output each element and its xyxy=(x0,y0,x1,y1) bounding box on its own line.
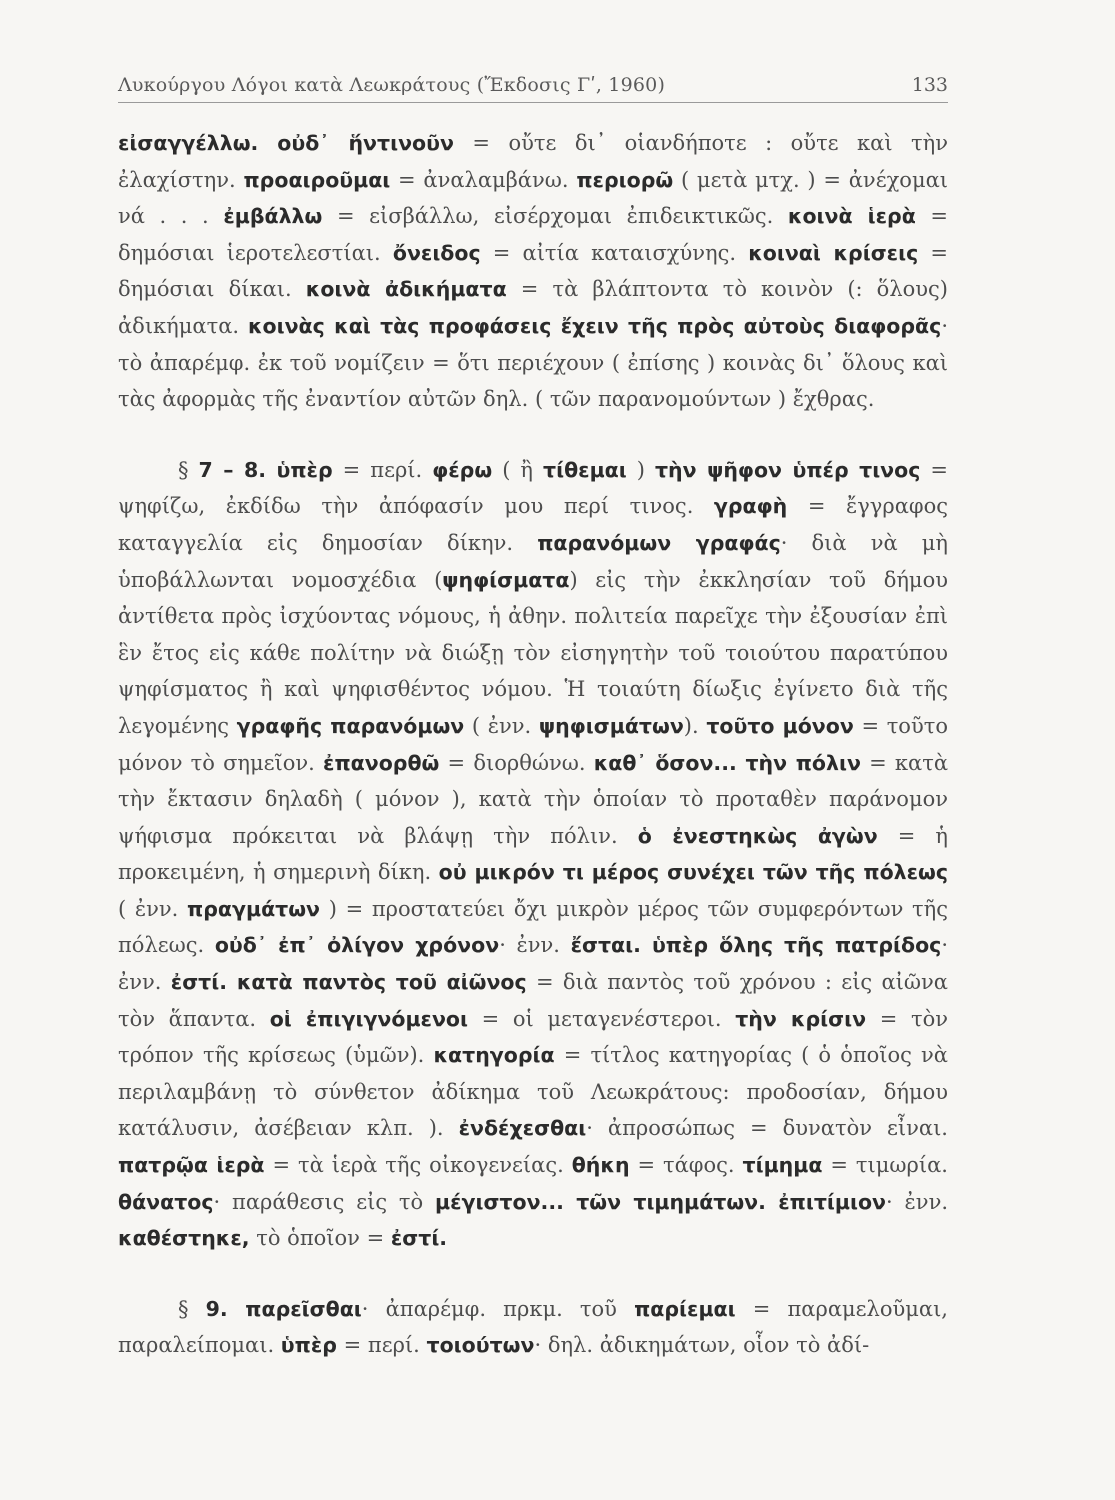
gloss-text: ( μετὰ μτχ. ) = ἀνέχομαι νά . . . xyxy=(118,167,949,229)
gloss-text: · τὸ ἀπαρέμφ. ἐκ τοῦ νομίζειν = ὅτι περιέχουν ( ἐπίσης ) κοινὰς δι᾽ ὅλους καὶ τὰς ἀφορμὰς τῆς ἐναντίον αὐτῶν δηλ. ( τῶν παρανομούντων ) ἔχθρας. xyxy=(118,313,948,412)
gloss-text: = τίτλος κατηγορίας ( ὁ ὁποῖος νὰ περιλαμβάνῃ τὸ σύνθετον ἀδίκημα τοῦ Λεωκράτους: προδοσίαν, δήμου κατάλυσιν, ἀσέβειαν κλπ. ). xyxy=(118,1043,948,1141)
gloss-text: = ἡ προκειμένη, ἡ σημερινὴ δίκη. xyxy=(118,823,948,885)
headword: οὐ μικρόν τι μέρος συνέχει τῶν τῆς πόλεως xyxy=(438,860,949,885)
headword: ἐμβάλλω xyxy=(223,204,323,229)
gloss-text: ) εἰς τὴν ἐκκλησίαν τοῦ δήμου ἀντίθετα πρὸς ἰσχύοντας νόμους, ἡ ἀθην. πολιτεία παρεῖχε τὴν ἐξουσίαν ἐπὶ ἓν ἔτος εἰς κάθε πολίτην νὰ διώξῃ τὸν εἰσηγητὴν τοῦ τοιούτου παρατύπου ψηφίσματος ἢ καὶ ψηφισθέντος νόμου. Ἡ τοιαύτη δίωξις ἐγίνετο διὰ τῆς λεγομένης xyxy=(118,567,948,738)
gloss-text: · ἐνν. xyxy=(886,1189,949,1214)
gloss-text: ( ἐνν. xyxy=(464,713,539,738)
page-body xyxy=(118,125,948,1364)
gloss-text: § xyxy=(178,457,199,482)
headword: ψηφισμάτων xyxy=(538,713,684,738)
gloss-text: · ἀπαρέμφ. πρκμ. τοῦ xyxy=(361,1296,635,1321)
gloss-text: = τὸν τρόπον τῆς κρίσεως (ὑμῶν). xyxy=(118,1006,948,1068)
headword: ἐστί. κατὰ παντὸς τοῦ αἰῶνος xyxy=(170,970,527,995)
headword: ἐνδέχεσθαι xyxy=(458,1116,587,1141)
gloss-text: § xyxy=(178,1296,206,1321)
gloss-text: = διὰ παντὸς τοῦ χρόνου : εἰς αἰῶνα τὸν ἅπαντα. xyxy=(118,970,948,1031)
headword: τοῦτο μόνον xyxy=(706,713,854,738)
headword: περιορῶ xyxy=(576,167,674,192)
gloss-text: ( ἢ xyxy=(492,457,543,482)
headword: τίμημα xyxy=(742,1153,823,1178)
gloss-text: = τὰ ἱερὰ τῆς οἰκογενείας. xyxy=(264,1153,572,1178)
gloss-text: = αἰτία καταισχύνης. xyxy=(480,240,749,265)
page-number: 133 xyxy=(911,74,948,96)
headword: ὄνειδος xyxy=(392,240,481,265)
gloss-text: ). xyxy=(683,713,707,738)
gloss-text: = εἰσβάλλω, εἰσέρχομαι ἐπιδεικτικῶς. xyxy=(322,204,788,229)
headword: κοινὰς καὶ τὰς προφάσεις ἔχειν τῆς πρὸς αὐτοὺς διαφορᾶς xyxy=(247,313,942,338)
gloss-text: = ἀναλαμβάνω. xyxy=(390,167,577,192)
gloss-text: · διὰ νὰ μὴ ὑποβάλλωνται νομοσχέδια ( xyxy=(118,530,948,592)
headword: κοινὰ ἱερὰ xyxy=(787,204,916,229)
gloss-text: = ἔγγραφος καταγγελία εἰς δημοσίαν δίκην. xyxy=(118,494,948,555)
gloss-text: = περί. xyxy=(336,1333,427,1358)
headword: ἐστί. xyxy=(390,1226,448,1251)
headword: πατρῷα ἱερὰ xyxy=(118,1153,265,1178)
gloss-text: = δημόσιαι ἱεροτελεστίαι. xyxy=(118,204,948,265)
gloss-text: = διορθώνω. xyxy=(439,750,594,775)
headword: ἐπανορθῶ xyxy=(323,750,440,775)
gloss-text: · παράθεσις εἰς τὸ xyxy=(213,1189,436,1214)
gloss-text: · ἐνν. xyxy=(499,933,571,958)
gloss-text: = τάφος. xyxy=(629,1153,743,1178)
headword: τίθεμαι xyxy=(543,457,627,482)
headword: ψηφίσματα xyxy=(442,567,570,592)
gloss-text: = τοῦτο μόνον τὸ σημεῖον. xyxy=(118,713,948,775)
gloss-text: = κατὰ τὴν ἔκτασιν δηλαδὴ ( μόνον ), κατὰ τὴν ὁποίαν τὸ προταθὲν παράνομον ψήφισμα πρόκειται νὰ βλάψῃ τὴν πόλιν. xyxy=(118,750,949,848)
headword: θάνατος xyxy=(118,1189,214,1214)
headword: μέγιστον... τῶν τιμημάτων. ἐπιτίμιον xyxy=(435,1189,887,1214)
gloss-text: = οὔτε δι᾽ οἱανδήποτε : οὔτε καὶ τὴν ἐλαχίστην. xyxy=(118,131,948,192)
gloss-text: = οἱ μεταγενέστεροι. xyxy=(468,1006,736,1031)
headword: οὐδ᾽ ἐπ᾽ ὀλίγον χρόνον xyxy=(214,933,500,958)
headword: τὴν κρίσιν xyxy=(735,1006,867,1031)
headword: τὴν ψῆφον ὑπέρ τινος xyxy=(654,457,921,482)
gloss-text: = δημόσιαι δίκαι. xyxy=(118,240,948,302)
gloss-text: τὸ ὁποῖον = xyxy=(249,1226,391,1251)
headword: παρίεμαι xyxy=(634,1296,736,1321)
headword: γραφῆς παρανόμων xyxy=(236,713,465,738)
headword: ἔσται. ὑπὲρ ὅλης τῆς πατρίδος xyxy=(570,933,942,958)
headword: θήκη xyxy=(571,1153,630,1178)
headword: καθέστηκε, xyxy=(118,1226,250,1251)
running-header xyxy=(118,70,948,103)
headword: καθ᾽ ὅσον... τὴν πόλιν xyxy=(593,750,861,775)
paragraph-section-9 xyxy=(118,1291,948,1364)
headword: τοιούτων xyxy=(426,1333,535,1358)
headword: 7 – 8. ὑπὲρ xyxy=(198,457,333,482)
headword: οἱ ἐπιγιγνόμενοι xyxy=(269,1006,469,1031)
headword: πραγμάτων xyxy=(187,896,321,921)
paragraph-section-7-8 xyxy=(118,452,948,1257)
headword: φέρω xyxy=(432,457,493,482)
gloss-text: = τὰ βλάπτοντα τὸ κοινὸν (: ὅλους) ἀδικήματα. xyxy=(118,277,948,338)
gloss-text: · δηλ. ἀδικημάτων, οἷον τὸ ἀδί- xyxy=(534,1333,870,1358)
headword: κατηγορία xyxy=(433,1043,555,1068)
gloss-text: = τιμωρία. xyxy=(822,1153,948,1178)
gloss-text: ) xyxy=(626,457,655,482)
headword: εἰσαγγέλλω. οὐδ᾽ ἥντινοῦν xyxy=(118,131,454,155)
headword: 9. παρεῖσθαι xyxy=(205,1296,362,1321)
headword: κοινὰ ἀδικήματα xyxy=(305,277,507,302)
headword: κοιναὶ κρίσεις xyxy=(748,240,919,265)
gloss-text: · ἐνν. xyxy=(118,933,948,995)
gloss-text: ) = προστατεύει ὄχι μικρὸν μέρος τῶν συμφερόντων τῆς πόλεως. xyxy=(118,896,948,958)
gloss-text: = παραμελοῦμαι, παραλείπομαι. xyxy=(118,1296,948,1358)
gloss-text: = ψηφίζω, ἐκδίδω τὴν ἀπόφασίν μου περί τινος. xyxy=(118,457,948,519)
headword: γραφὴ xyxy=(713,494,788,519)
headword: ὁ ἐνεστηκὼς ἀγὼν xyxy=(637,823,878,848)
gloss-text: ( ἐνν. xyxy=(118,896,188,921)
headword: ὑπὲρ xyxy=(280,1333,337,1358)
paragraph-1 xyxy=(118,125,948,418)
headword: παρανόμων γραφάς xyxy=(537,530,781,555)
gloss-text: · ἀπροσώπως = δυνατὸν εἶναι. xyxy=(586,1116,948,1141)
running-title: Λυκούργου Λόγοι κατὰ Λεωκράτους (Ἔκδοσις Γʹ, 1960) xyxy=(118,74,666,96)
headword: προαιροῦμαι xyxy=(243,167,391,192)
gloss-text: = περί. xyxy=(332,457,433,482)
